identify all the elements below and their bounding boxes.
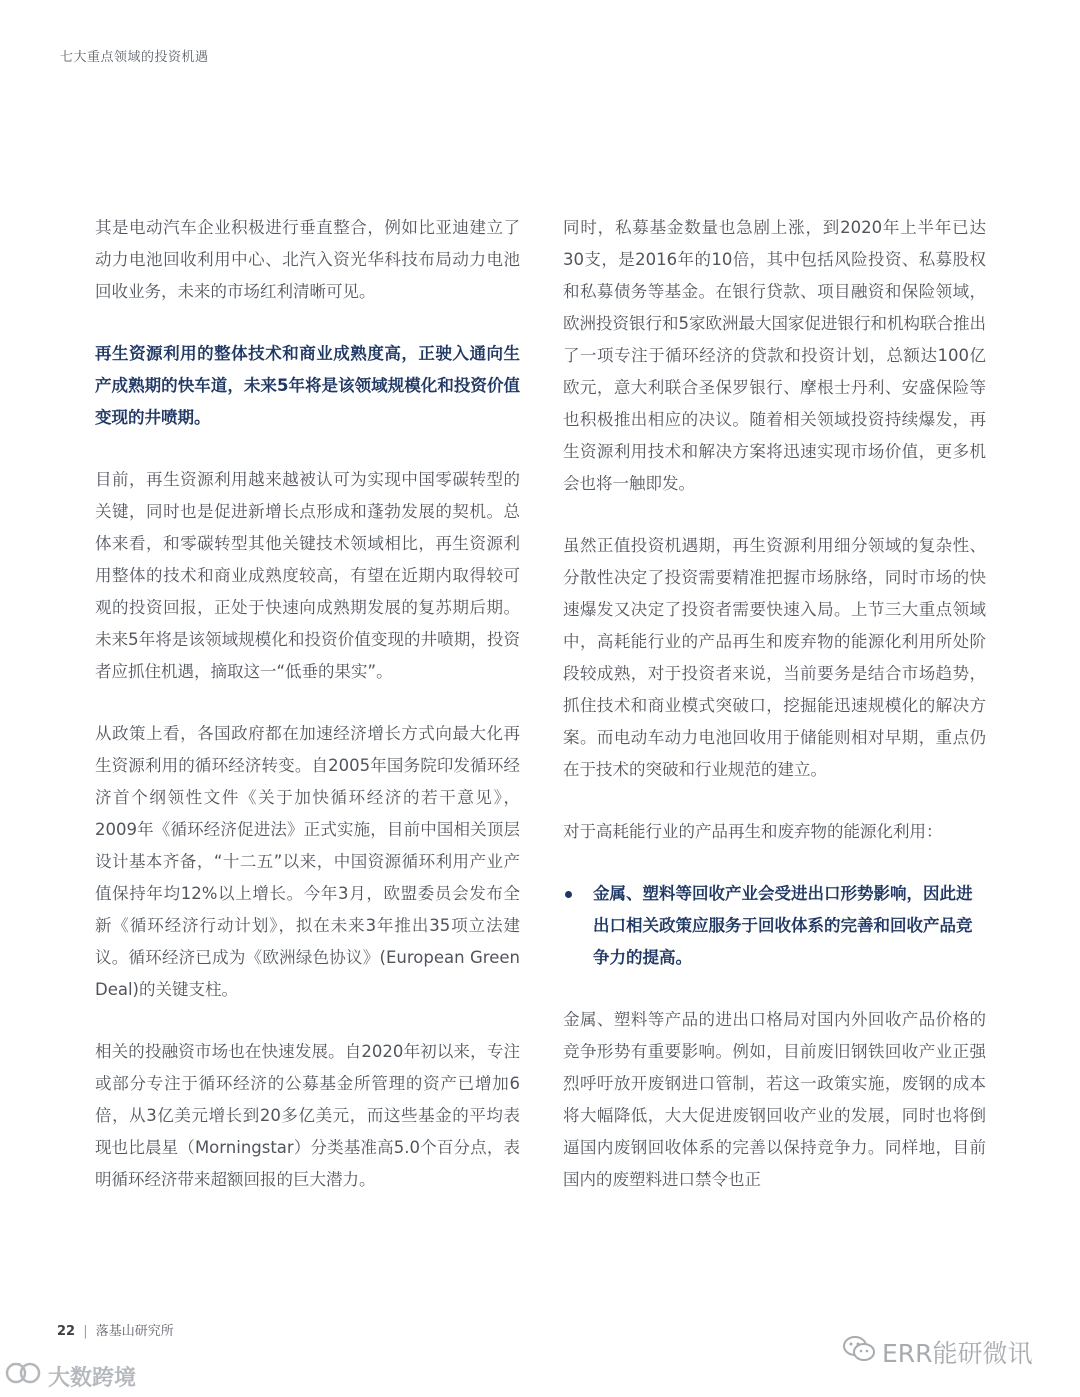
left-paragraph-3: 目前，再生资源利用越来越被认可为实现中国零碳转型的关键，同时也是促进新增长点形成和蓬勃发展的契机。总体来看，和零碳转型其他关键技术领域相比，再生资源利用整体的技术和商业成熟度较高，有望在近期内取得较可观的投资回报，正处于快速向成熟期发展的复苏期后期。未来5年将是该领域规模化和投资价值变现的井喷期，投资者应抓住机遇，摘取这一“低垂的果实”。 [95,470,520,681]
right-closing-paragraph: 金属、塑料等产品的进出口格局对国内外回收产品价格的竞争形势有重要影响。例如，目前废旧钢铁回收产业正强烈呼吁放开废钢进口管制，若这一政策实施，废钢的成本将大幅降低，大大促进废钢回收产业的发展，同时也将倒逼国内废钢回收体系的完善以保持竞争力。同样地，目前国内的废塑料进口禁令也正 [563,1010,986,1189]
watermark-left-text: 大数跨境 [48,1365,137,1391]
left-paragraph-1: 其是电动汽车企业积极进行垂直整合，例如比亚迪建立了动力电池回收利用中心、北汽入资光华科技布局动力电池回收业务，未来的市场红利清晰可见。 [95,218,520,301]
right-paragraph-3: 对于高耗能行业的产品再生和废弃物的能源化利用： [563,822,943,841]
watermark-left [4,1360,136,1392]
page-number: 22 [57,1324,76,1339]
watermark-right [842,1334,1033,1370]
right-column [563,212,986,1226]
right-paragraph-2: 虽然正值投资机遇期，再生资源利用细分领域的复杂性、分散性决定了投资需要精准把握市场脉络，同时市场的快速爆发又决定了投资者需要快速入局。上节三大重点领域中，高耗能行业的产品再生和废弃物的能源化利用所处阶段较成熟，对于投资者来说，当前要务是结合市场趋势，抓住技术和商业模式突破口，挖掘能迅速规模化的解决方案。而电动车动力电池回收用于储能则相对早期，重点仍在于技术的突破和行业规范的建立。 [563,536,986,779]
left-highlight-paragraph: 再生资源利用的整体技术和商业成熟度高，正驶入通向生产成熟期的快车道，未来5年将是该领域规模化和投资价值变现的井喷期。 [95,344,520,427]
page-footer [57,1320,174,1339]
left-column [95,212,520,1226]
watermark-right-text: ERR能研微讯 [882,1339,1033,1368]
bullet-dot-icon [565,891,572,898]
right-paragraph-1: 同时，私募基金数量也急剧上涨，到2020年上半年已达30支，是2016年的10倍，其中包括风险投资、私募股权和私募债务等基金。在银行贷款、项目融资和保险领域，欧洲投资银行和5家欧洲最大国家促进银行和机构联合推出了一项专注于循环经济的贷款和投资计划，总额达100亿欧元，意大利联合圣保罗银行、摩根士丹利、安盛保险等也积极推出相应的决议。随着相关领域投资持续爆发，再生资源利用技术和解决方案将迅速实现市场价值，更多机会也将一触即发。 [563,218,986,493]
running-header: 七大重点领域的投资机遇 [60,50,209,65]
brand-logo-icon [4,1360,44,1392]
left-paragraph-5: 相关的投融资市场也在快速发展。自2020年初以来，专注或部分专注于循环经济的公募基金所管理的资产已增加6倍，从3亿美元增长到20多亿美元，而这些基金的平均表现也比晨星（Morningstar）分类基准高5.0个百分点，表明循环经济带来超额回报的巨大潜力。 [95,1042,520,1189]
publisher-name: 落基山研究所 [95,1324,174,1339]
bullet-text: 金属、塑料等回收产业会受进出口形势影响，因此进出口相关政策应服务于回收体系的完善和回收产品竞争力的提高。 [593,884,973,967]
left-paragraph-4: 从政策上看，各国政府都在加速经济增长方式向最大化再生资源利用的循环经济转变。自2005年国务院印发循环经济首个纲领性文件《关于加快循环经济的若干意见》，2009年《循环经济促进法》正式实施，目前中国相关顶层设计基本齐备，“十二五”以来，中国资源循环利用产业产值保持年均12%以上增长。今年3月，欧盟委员会发布全新《循环经济行动计划》，拟在未来3年推出35项立法建议。循环经济已成为《欧洲绿色协议》(European Green Deal)的关键支柱。 [95,724,520,999]
footer-separator: | [83,1324,88,1339]
bullet-item [563,878,986,974]
wechat-icon [842,1335,876,1369]
